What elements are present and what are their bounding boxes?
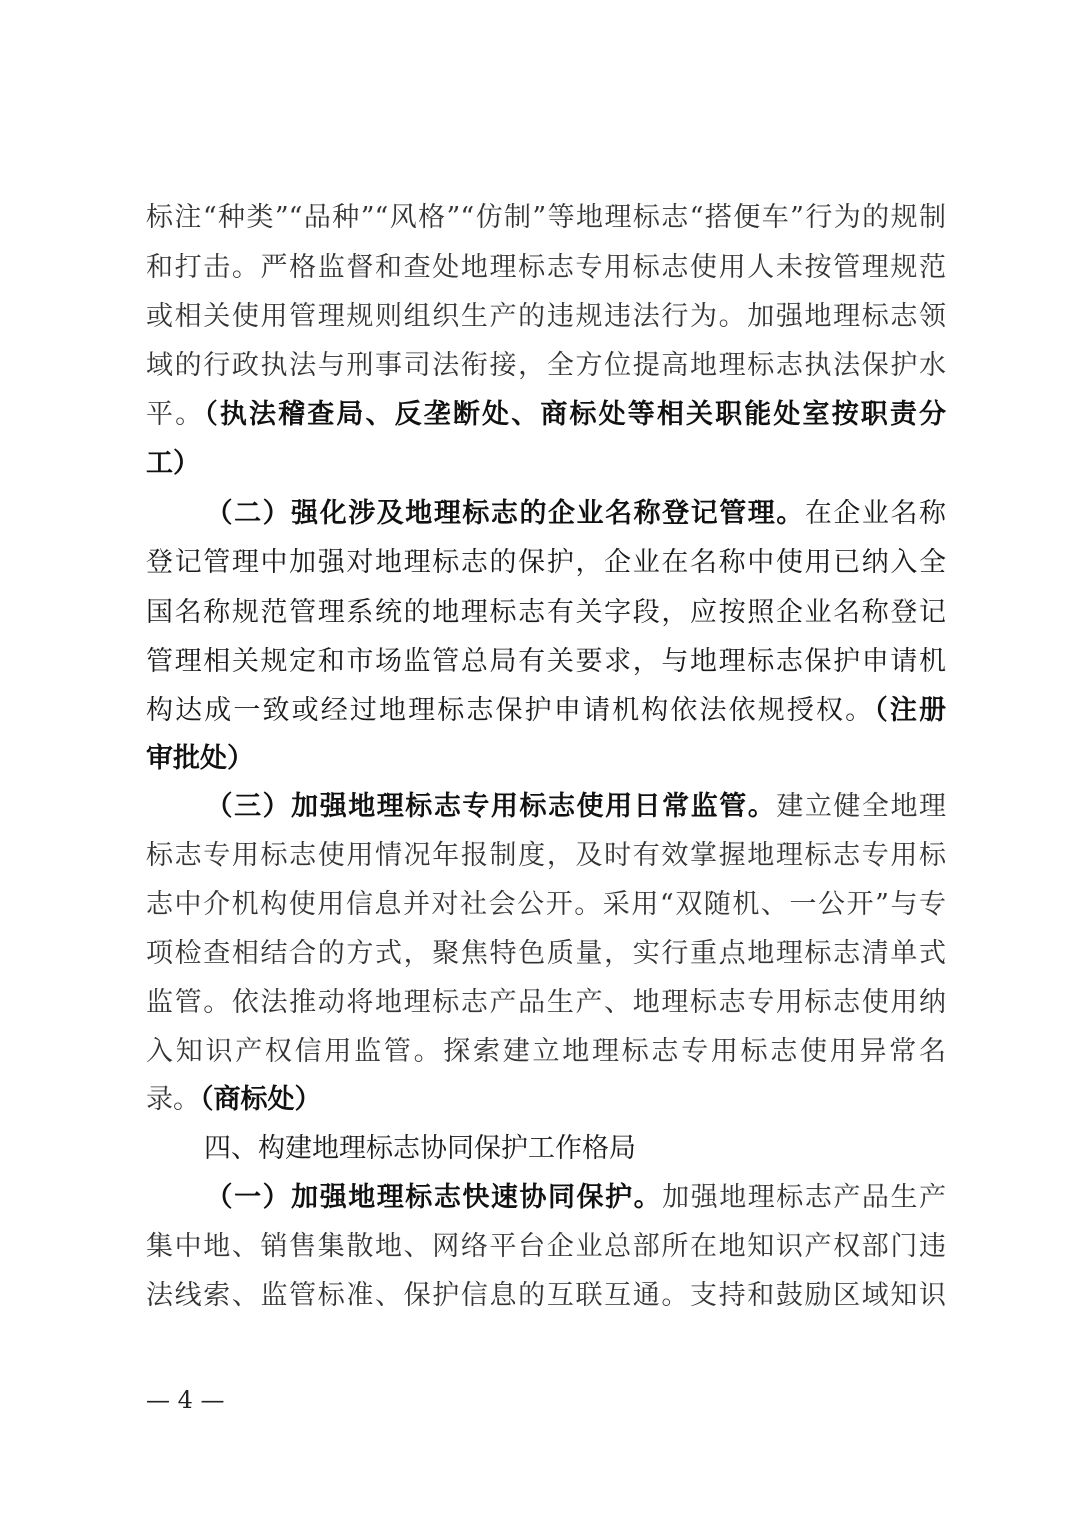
p2-responsible-unit: （注册 <box>874 695 947 726</box>
p3-line-2: 标志专用标志使用情况年报制度，及时有效掌握地理标志专用标 <box>146 840 946 871</box>
p3-line-1 <box>146 783 946 831</box>
page-number: — 4 — <box>146 1386 225 1414</box>
p2-line-6 <box>146 735 946 783</box>
p2-line-5 <box>146 687 946 735</box>
p2-responsible-unit-end: 审批处） <box>146 743 254 774</box>
p1-line-1: 标注“种类”“品种”“风格”“仿制”等地理标志“搭便车”行为的规制 <box>146 202 946 233</box>
p3-line-7 <box>146 1076 946 1124</box>
p3-responsible-unit: （商标处） <box>200 1084 322 1115</box>
p1-line-5-text: 平。 <box>146 399 205 430</box>
p2-line-2: 登记管理中加强对地理标志的保护，企业在名称中使用已纳入全 <box>146 547 946 578</box>
p1-line-6 <box>146 440 946 488</box>
p3-line-6: 入知识产权信用监管。探索建立地理标志专用标志使用异常名 <box>146 1036 946 1067</box>
p4-line-3: 法线索、监管标准、保护信息的互联互通。支持和鼓励区域知识 <box>146 1280 946 1311</box>
p1-line-2: 和打击。严格监督和查处地理标志专用标志使用人未按管理规范 <box>146 252 946 283</box>
p2-line-1-rest: 在企业名称 <box>804 498 947 529</box>
p1-responsible-units: （执法稽查局、反垄断处、商标处等相关职能处室按职责分 <box>204 399 947 430</box>
p1-responsible-units-end: 工） <box>146 448 200 479</box>
p3-heading: （三）加强地理标志专用标志使用日常监管。 <box>204 791 777 822</box>
section-4-title: 四、构建地理标志协同保护工作格局 <box>204 1133 636 1164</box>
p2-line-3: 国名称规范管理系统的地理标志有关字段，应按照企业名称登记 <box>146 597 946 628</box>
p1-line-3: 或相关使用管理规则组织生产的违规违法行为。加强地理标志领 <box>146 301 946 332</box>
p2-heading: （二）强化涉及地理标志的企业名称登记管理。 <box>204 498 805 529</box>
p4-line-2: 集中地、销售集散地、网络平台企业总部所在地知识产权部门违 <box>146 1231 946 1262</box>
p2-line-4: 管理相关规定和市场监管总局有关要求，与地理标志保护申请机 <box>146 646 946 677</box>
p3-line-7-text: 录。 <box>146 1084 200 1115</box>
p4-line-1-rest: 加强地理标志产品生产 <box>662 1182 947 1213</box>
p3-line-5: 监管。依法推动将地理标志产品生产、地理标志专用标志使用纳 <box>146 987 946 1018</box>
p1-line-4: 域的行政执法与刑事司法衔接，全方位提高地理标志执法保护水 <box>146 350 946 381</box>
p4-heading: （一）加强地理标志快速协同保护。 <box>204 1182 663 1213</box>
p2-line-1 <box>146 490 946 538</box>
p1-line-5 <box>146 391 946 439</box>
p3-line-4: 项检查相结合的方式，聚焦特色质量，实行重点地理标志清单式 <box>146 938 946 969</box>
p3-line-3: 志中介机构使用信息并对社会公开。采用“双随机、一公开”与专 <box>146 889 946 920</box>
p3-line-1-rest: 建立健全地理 <box>776 791 947 822</box>
p4-line-1 <box>146 1174 946 1222</box>
p2-line-5-text: 构达成一致或经过地理标志保护申请机构依法依规授权。 <box>146 695 875 726</box>
